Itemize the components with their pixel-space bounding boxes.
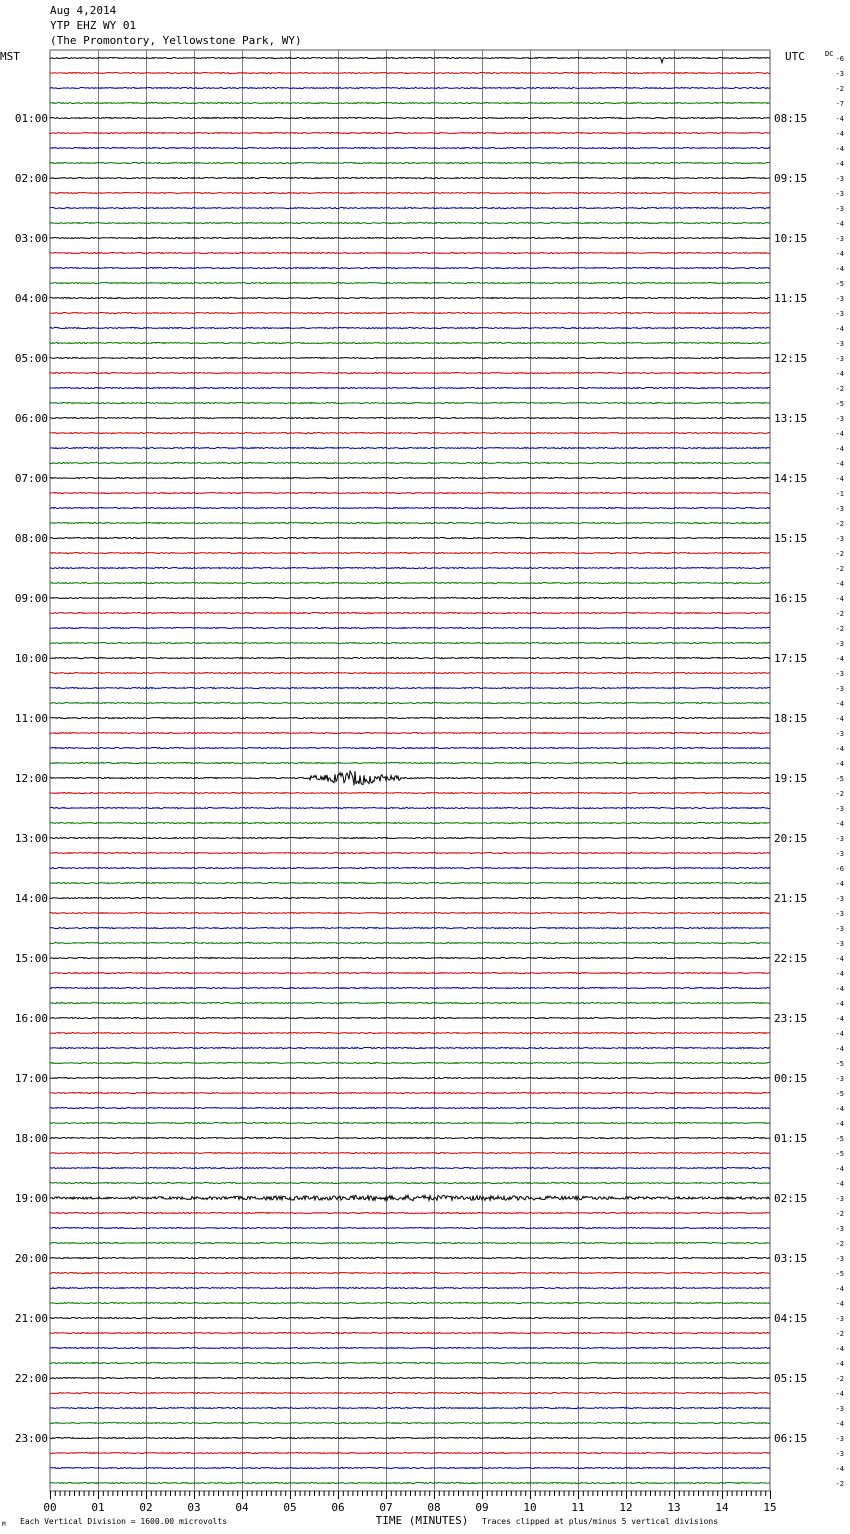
seismic-trace: [50, 1407, 770, 1408]
dc-offset-label: -3: [835, 730, 844, 738]
dc-offset-label: -2: [835, 610, 844, 618]
dc-offset-label: -4: [835, 445, 844, 453]
dc-offset-label: -4: [835, 1165, 844, 1173]
mst-hour-label: 23:00: [14, 1432, 48, 1445]
seismic-trace: [50, 657, 770, 658]
mst-hour-label: 15:00: [14, 952, 48, 965]
x-axis-title: TIME (MINUTES): [375, 1514, 469, 1527]
seismic-trace: [50, 117, 770, 118]
dc-offset-label: -4: [835, 1015, 844, 1023]
seismic-trace: [50, 1272, 770, 1273]
mst-hour-label: 02:00: [14, 172, 48, 185]
dc-offset-label: -3: [835, 670, 844, 678]
seismic-trace: [50, 1332, 770, 1333]
dc-offset-label: -3: [835, 925, 844, 933]
mst-hour-label: 17:00: [14, 1072, 48, 1085]
dc-offset-label: -6: [835, 55, 844, 63]
x-tick-label: 07: [379, 1501, 393, 1514]
mst-hour-label: 07:00: [14, 472, 48, 485]
seismic-trace: [50, 102, 770, 103]
dc-offset-label: -2: [835, 1210, 844, 1218]
dc-offset-label: -5: [835, 1060, 844, 1068]
dc-offset-label: -3: [835, 910, 844, 918]
seismic-trace: [50, 1212, 770, 1213]
utc-hour-label: 17:15: [774, 652, 808, 665]
dc-offset-label: -2: [835, 1480, 844, 1488]
seismic-trace: [50, 897, 770, 898]
utc-hour-label: 02:15: [774, 1192, 808, 1205]
seismic-trace: [50, 267, 770, 268]
dc-offset-label: -3: [835, 340, 844, 348]
mst-hour-label: 08:00: [14, 532, 48, 545]
mst-hour-label: 11:00: [14, 712, 48, 725]
seismic-trace: [50, 771, 770, 785]
dc-offset-label: -4: [835, 1045, 844, 1053]
dc-offset-label: -4: [835, 700, 844, 708]
x-tick-label: 12: [619, 1501, 633, 1514]
dc-offset-label: -3: [835, 190, 844, 198]
dc-offset-label: -1: [835, 490, 844, 498]
seismic-trace: [50, 972, 770, 973]
station-code: YTP EHZ WY 01: [50, 19, 137, 32]
mst-axis-label: MST: [0, 50, 20, 63]
mst-hour-label: 16:00: [14, 1012, 48, 1025]
seismic-trace: [50, 1167, 770, 1168]
dc-offset-label: -4: [835, 460, 844, 468]
dc-offset-label: -2: [835, 520, 844, 528]
seismic-trace: [50, 597, 770, 598]
dc-offset-label: -4: [835, 1120, 844, 1128]
seismic-trace: [50, 702, 770, 703]
seismic-trace: [50, 57, 770, 62]
dc-offset-label: -3: [835, 310, 844, 318]
dc-offset-label: -5: [835, 775, 844, 783]
seismic-trace: [50, 1032, 770, 1033]
seismic-trace: [50, 312, 770, 313]
seismic-trace: [50, 1047, 770, 1048]
x-tick-label: 09: [475, 1501, 489, 1514]
dc-offset-label: -4: [835, 1105, 844, 1113]
dc-offset-label: -4: [835, 130, 844, 138]
seismic-trace: [50, 1377, 770, 1378]
dc-offset-label: -2: [835, 1240, 844, 1248]
utc-hour-label: 00:15: [774, 1072, 808, 1085]
seismic-trace: [50, 1302, 770, 1303]
seismic-trace: [50, 1137, 770, 1138]
seismic-trace: [50, 672, 770, 673]
dc-offset-label: -3: [835, 175, 844, 183]
seismic-trace: [50, 1092, 770, 1093]
mst-hour-label: 06:00: [14, 412, 48, 425]
seismic-trace: [50, 567, 770, 568]
mst-hour-label: 05:00: [14, 352, 48, 365]
seismic-trace: [50, 387, 770, 388]
utc-hour-label: 05:15: [774, 1372, 808, 1385]
dc-offset-label: -3: [835, 205, 844, 213]
dc-offset-label: -2: [835, 1330, 844, 1338]
dc-offset-label: -4: [835, 160, 844, 168]
dc-offset-label: -4: [835, 1465, 844, 1473]
dc-offset-label: -4: [835, 325, 844, 333]
seismic-trace: [50, 792, 770, 793]
chart-date: Aug 4,2014: [50, 4, 117, 17]
dc-offset-label: -4: [835, 1285, 844, 1293]
dc-offset-label: -2: [835, 1375, 844, 1383]
station-location: (The Promontory, Yellowstone Park, WY): [50, 34, 302, 47]
dc-offset-label: -4: [835, 1030, 844, 1038]
seismic-trace: [50, 1317, 770, 1318]
dc-offset-label: -2: [835, 550, 844, 558]
dc-offset-label: -5: [835, 1150, 844, 1158]
dc-offset-label: -4: [835, 1360, 844, 1368]
dc-offset-label: -4: [835, 1390, 844, 1398]
seismic-trace: [50, 1242, 770, 1243]
dc-offset-label: -4: [835, 655, 844, 663]
seismic-trace: [50, 177, 770, 178]
dc-offset-label: -2: [835, 790, 844, 798]
seismic-trace: [50, 132, 770, 133]
seismic-trace: [50, 72, 770, 73]
dc-offset-label: -3: [835, 640, 844, 648]
utc-hour-label: 16:15: [774, 592, 808, 605]
seismic-trace: [50, 1392, 770, 1393]
dc-offset-label: -4: [835, 955, 844, 963]
seismic-trace: [50, 1362, 770, 1363]
utc-hour-label: 01:15: [774, 1132, 808, 1145]
seismic-trace: [50, 837, 770, 838]
seismic-trace: [50, 327, 770, 328]
dc-offset-label: -3: [835, 1195, 844, 1203]
dc-offset-label: -4: [835, 115, 844, 123]
seismic-trace: [50, 717, 770, 718]
dc-offset-label: -4: [835, 1180, 844, 1188]
seismic-trace: [50, 1257, 770, 1258]
dc-offset-label: -4: [835, 985, 844, 993]
seismic-trace: [50, 687, 770, 688]
seismic-trace: [50, 507, 770, 508]
dc-offset-label: -3: [835, 355, 844, 363]
seismic-trace: [50, 762, 770, 763]
mst-hour-label: 04:00: [14, 292, 48, 305]
dc-offset-label: -4: [835, 220, 844, 228]
dc-offset-label: -3: [835, 895, 844, 903]
seismic-trace: [50, 1152, 770, 1153]
dc-offset-label: -4: [835, 250, 844, 258]
x-tick-label: 15: [763, 1501, 777, 1514]
seismic-trace: [50, 462, 770, 463]
utc-hour-label: 23:15: [774, 1012, 808, 1025]
dc-offset-label: -2: [835, 85, 844, 93]
seismic-trace: [50, 1062, 770, 1063]
utc-hour-label: 14:15: [774, 472, 808, 485]
dc-offset-label: -3: [835, 235, 844, 243]
seismic-trace: [50, 957, 770, 958]
seismic-trace: [50, 207, 770, 208]
mst-hour-label: 01:00: [14, 112, 48, 125]
seismic-trace: [50, 1107, 770, 1108]
seismic-trace: [50, 942, 770, 943]
dc-offset-label: -5: [835, 280, 844, 288]
x-tick-label: 11: [571, 1501, 585, 1514]
dc-offset-label: -4: [835, 580, 844, 588]
mst-hour-label: 22:00: [14, 1372, 48, 1385]
mst-hour-label: 03:00: [14, 232, 48, 245]
seismic-trace: [50, 537, 770, 538]
dc-offset-label: -4: [835, 595, 844, 603]
seismic-trace: [50, 492, 770, 493]
utc-hour-label: 03:15: [774, 1252, 808, 1265]
seismic-trace: [50, 882, 770, 883]
utc-hour-label: 06:15: [774, 1432, 808, 1445]
mst-hour-label: 18:00: [14, 1132, 48, 1145]
dc-offset-label: -3: [835, 70, 844, 78]
mst-hour-label: 09:00: [14, 592, 48, 605]
seismic-trace: [50, 1077, 770, 1078]
utc-hour-label: 13:15: [774, 412, 808, 425]
mst-hour-label: 10:00: [14, 652, 48, 665]
seismic-trace: [50, 222, 770, 223]
seismic-trace: [50, 372, 770, 373]
seismic-trace: [50, 252, 770, 253]
dc-offset-label: -3: [835, 685, 844, 693]
dc-offset-label: -3: [835, 835, 844, 843]
dc-offset-label: -4: [835, 820, 844, 828]
dc-offset-label: -3: [835, 1075, 844, 1083]
x-tick-label: 13: [667, 1501, 681, 1514]
x-tick-label: 14: [715, 1501, 729, 1514]
seismic-trace: [50, 987, 770, 988]
dc-offset-label: -4: [835, 970, 844, 978]
x-tick-label: 04: [235, 1501, 249, 1514]
dc-offset-label: -5: [835, 1270, 844, 1278]
dc-offset-label: -3: [835, 1405, 844, 1413]
seismic-trace: [50, 447, 770, 448]
seismic-trace: [50, 627, 770, 628]
utc-hour-label: 09:15: [774, 172, 808, 185]
dc-offset-label: -3: [835, 415, 844, 423]
utc-hour-label: 20:15: [774, 832, 808, 845]
seismic-trace: [50, 807, 770, 808]
dc-offset-label: -4: [835, 745, 844, 753]
seismic-trace: [50, 612, 770, 613]
utc-hour-label: 08:15: [774, 112, 808, 125]
dc-offset-label: -4: [835, 475, 844, 483]
dc-offset-label: -5: [835, 1090, 844, 1098]
dc-offset-label: -2: [835, 625, 844, 633]
utc-hour-label: 11:15: [774, 292, 808, 305]
seismic-trace: [50, 747, 770, 748]
dc-label: DC: [825, 50, 834, 58]
utc-hour-label: 21:15: [774, 892, 808, 905]
seismic-trace: [50, 402, 770, 403]
clip-note: Traces clipped at plus/minus 5 vertical divisions: [482, 1517, 719, 1526]
seismic-trace: [50, 852, 770, 853]
seismic-trace: [50, 417, 770, 418]
seismic-trace: [50, 912, 770, 913]
dc-offset-label: -4: [835, 1420, 844, 1428]
dc-offset-label: -3: [835, 1450, 844, 1458]
seismic-trace: [50, 1467, 770, 1468]
seismic-trace: [50, 357, 770, 358]
seismic-trace: [50, 147, 770, 148]
seismic-trace: [50, 1347, 770, 1348]
mst-hour-label: 13:00: [14, 832, 48, 845]
dc-offset-label: -3: [835, 535, 844, 543]
seismic-trace: [50, 1287, 770, 1288]
dc-offset-label: -6: [835, 865, 844, 873]
dc-offset-label: -3: [835, 1255, 844, 1263]
x-tick-label: 00: [43, 1501, 57, 1514]
corner-mark: M: [2, 1521, 6, 1528]
utc-hour-label: 15:15: [774, 532, 808, 545]
seismic-trace: [50, 87, 770, 88]
utc-hour-label: 22:15: [774, 952, 808, 965]
seismic-trace: [50, 642, 770, 643]
seismic-trace: [50, 732, 770, 733]
seismic-trace: [50, 1482, 770, 1483]
seismic-trace: [50, 1002, 770, 1003]
mst-hour-label: 14:00: [14, 892, 48, 905]
dc-offset-label: -4: [835, 1345, 844, 1353]
utc-hour-label: 19:15: [774, 772, 808, 785]
seismic-trace: [50, 297, 770, 298]
dc-offset-label: -4: [835, 1300, 844, 1308]
dc-offset-label: -4: [835, 370, 844, 378]
dc-offset-label: -5: [835, 1135, 844, 1143]
seismic-trace: [50, 1227, 770, 1228]
seismic-trace: [50, 432, 770, 433]
dc-offset-label: -3: [835, 1435, 844, 1443]
dc-offset-label: -3: [835, 505, 844, 513]
x-tick-label: 06: [331, 1501, 345, 1514]
seismic-trace: [50, 477, 770, 478]
mst-hour-label: 20:00: [14, 1252, 48, 1265]
dc-offset-label: -4: [835, 145, 844, 153]
dc-offset-label: -7: [835, 100, 844, 108]
dc-offset-label: -2: [835, 565, 844, 573]
dc-offset-label: -3: [835, 805, 844, 813]
dc-offset-label: -3: [835, 1315, 844, 1323]
dc-offset-label: -4: [835, 715, 844, 723]
dc-offset-label: -3: [835, 295, 844, 303]
seismic-trace: [50, 1182, 770, 1183]
x-tick-label: 01: [91, 1501, 105, 1514]
seismic-trace: [50, 1422, 770, 1423]
dc-offset-label: -4: [835, 430, 844, 438]
utc-hour-label: 12:15: [774, 352, 808, 365]
seismic-trace: [50, 1195, 770, 1200]
dc-offset-label: -4: [835, 760, 844, 768]
seismic-trace: [50, 822, 770, 823]
x-tick-label: 08: [427, 1501, 441, 1514]
x-tick-label: 05: [283, 1501, 297, 1514]
x-tick-label: 03: [187, 1501, 201, 1514]
seismic-trace: [50, 162, 770, 163]
seismic-trace: [50, 1122, 770, 1123]
x-tick-label: 10: [523, 1501, 537, 1514]
seismic-trace: [50, 927, 770, 928]
seismic-trace: [50, 522, 770, 523]
utc-hour-label: 10:15: [774, 232, 808, 245]
seismic-trace: [50, 552, 770, 553]
x-tick-label: 02: [139, 1501, 153, 1514]
mst-hour-label: 19:00: [14, 1192, 48, 1205]
seismic-trace: [50, 1437, 770, 1438]
scale-note: Each Vertical Division = 1600.00 microvolts: [20, 1517, 228, 1526]
seismic-trace: [50, 1452, 770, 1453]
mst-hour-label: 12:00: [14, 772, 48, 785]
seismic-trace: [50, 282, 770, 283]
seismic-trace: [50, 342, 770, 343]
utc-axis-label: UTC: [785, 50, 805, 63]
utc-hour-label: 04:15: [774, 1312, 808, 1325]
dc-offset-label: -3: [835, 940, 844, 948]
dc-offset-label: -5: [835, 400, 844, 408]
seismic-trace: [50, 582, 770, 583]
seismic-trace: [50, 237, 770, 238]
dc-offset-label: -2: [835, 385, 844, 393]
dc-offset-label: -4: [835, 265, 844, 273]
seismic-trace: [50, 1017, 770, 1018]
dc-offset-label: -3: [835, 1225, 844, 1233]
utc-hour-label: 18:15: [774, 712, 808, 725]
dc-offset-label: -3: [835, 850, 844, 858]
mst-hour-label: 21:00: [14, 1312, 48, 1325]
seismic-trace: [50, 192, 770, 193]
seismic-trace: [50, 867, 770, 868]
plot-frame: [50, 50, 770, 1491]
dc-offset-label: -4: [835, 1000, 844, 1008]
dc-offset-label: -4: [835, 880, 844, 888]
